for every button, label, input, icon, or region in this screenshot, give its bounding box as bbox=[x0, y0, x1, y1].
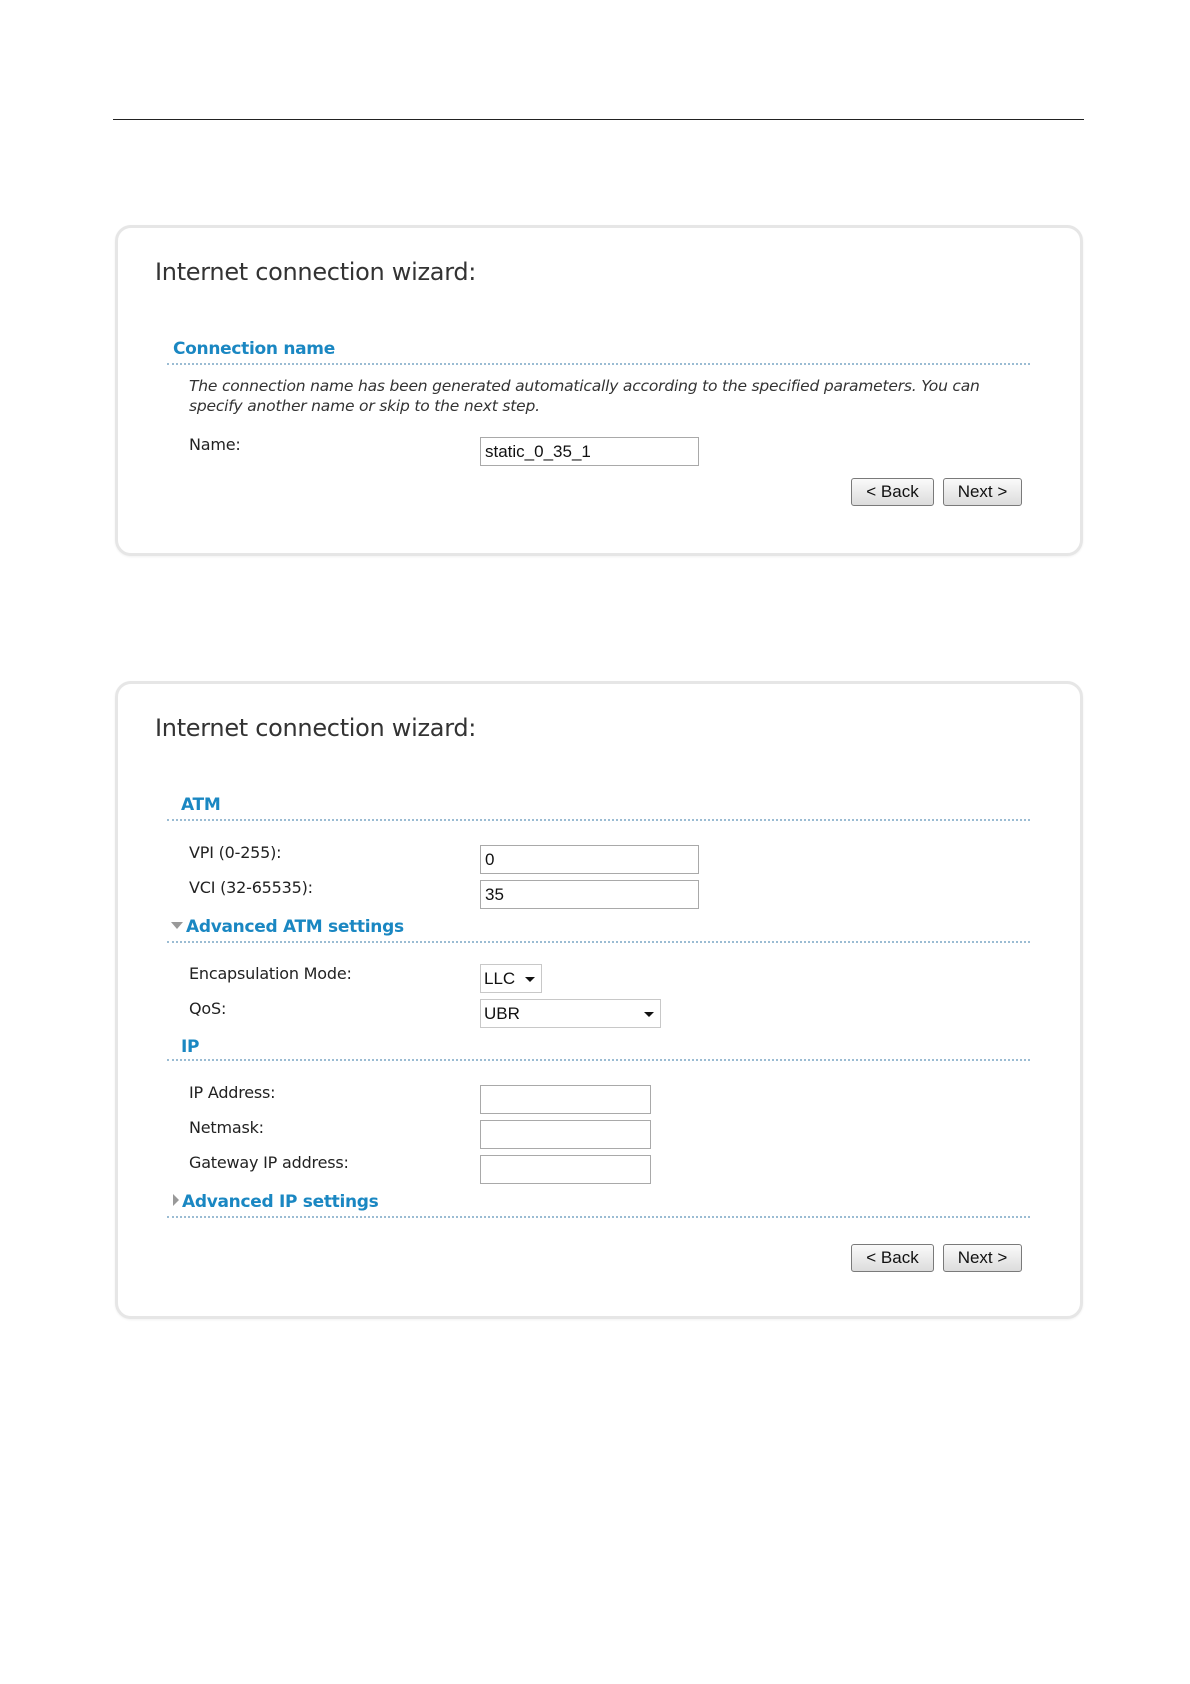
section-connection-name: Connection name bbox=[173, 339, 335, 359]
qos-value: UBR bbox=[484, 1004, 520, 1023]
section-advanced-atm-toggle[interactable] bbox=[171, 917, 404, 937]
name-input[interactable] bbox=[480, 437, 699, 466]
ip-address-input[interactable] bbox=[480, 1085, 651, 1114]
chevron-down-icon bbox=[644, 1012, 654, 1017]
encapsulation-mode-label: Encapsulation Mode: bbox=[189, 964, 352, 983]
next-button[interactable]: Next > bbox=[943, 1244, 1022, 1272]
section-divider bbox=[167, 941, 1030, 943]
section-divider bbox=[167, 1216, 1030, 1218]
section-divider bbox=[167, 819, 1030, 821]
section-divider bbox=[167, 1059, 1030, 1061]
page-header-rule bbox=[113, 119, 1084, 120]
section-advanced-ip-toggle[interactable] bbox=[173, 1192, 379, 1212]
vci-label: VCI (32-65535): bbox=[189, 878, 313, 897]
gateway-ip-label: Gateway IP address: bbox=[189, 1153, 349, 1172]
connection-name-description: The connection name has been generated automatically according to the specified parameters. You can specify another name or skip to the next step. bbox=[189, 377, 980, 415]
qos-label: QoS: bbox=[189, 999, 227, 1018]
triangle-right-icon bbox=[173, 1194, 179, 1206]
next-button[interactable]: Next > bbox=[943, 478, 1022, 506]
wizard-title: Internet connection wizard: bbox=[155, 714, 477, 742]
qos-select[interactable] bbox=[480, 999, 661, 1028]
gateway-ip-input[interactable] bbox=[480, 1155, 651, 1184]
back-button[interactable]: < Back bbox=[851, 478, 934, 506]
section-atm: ATM bbox=[181, 795, 221, 815]
wizard-title: Internet connection wizard: bbox=[155, 258, 477, 286]
wizard-panel-atm-ip bbox=[115, 681, 1083, 1319]
name-label: Name: bbox=[189, 435, 241, 454]
encapsulation-mode-select[interactable] bbox=[480, 964, 542, 993]
chevron-down-icon bbox=[525, 977, 535, 982]
back-button[interactable]: < Back bbox=[851, 1244, 934, 1272]
section-ip: IP bbox=[181, 1037, 200, 1057]
triangle-down-icon bbox=[171, 922, 183, 929]
vci-input[interactable] bbox=[480, 880, 699, 909]
vpi-input[interactable] bbox=[480, 845, 699, 874]
section-advanced-ip-label: Advanced IP settings bbox=[182, 1192, 379, 1212]
section-divider bbox=[167, 363, 1030, 365]
section-advanced-atm-label: Advanced ATM settings bbox=[186, 917, 404, 937]
netmask-input[interactable] bbox=[480, 1120, 651, 1149]
wizard-panel-connection-name bbox=[115, 225, 1083, 556]
ip-address-label: IP Address: bbox=[189, 1083, 276, 1102]
vpi-label: VPI (0-255): bbox=[189, 843, 282, 862]
encapsulation-mode-value: LLC bbox=[484, 969, 516, 988]
netmask-label: Netmask: bbox=[189, 1118, 264, 1137]
